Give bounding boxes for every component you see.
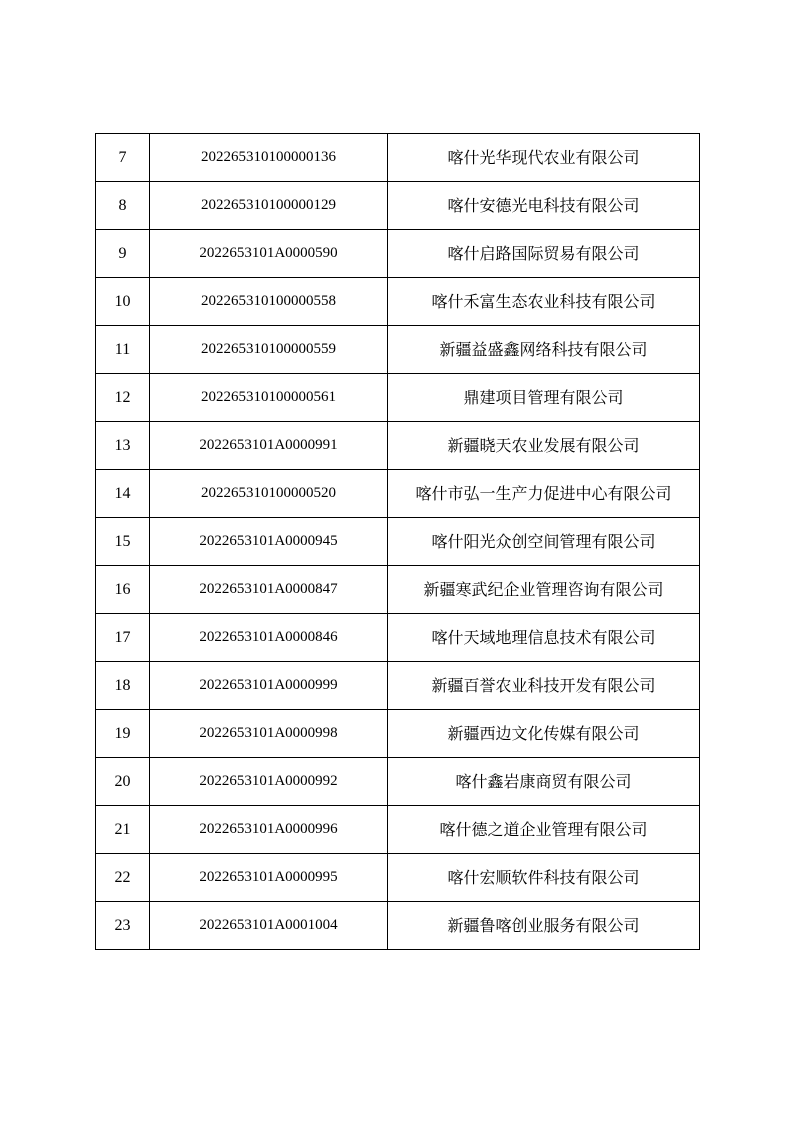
row-number: 22: [96, 854, 150, 902]
table-row: [96, 326, 700, 374]
company-name: 喀什宏顺软件科技有限公司: [388, 854, 700, 902]
row-number: 17: [96, 614, 150, 662]
row-number: 19: [96, 710, 150, 758]
registration-code: 2022653101A0000847: [150, 566, 388, 614]
company-name: 新疆百誉农业科技开发有限公司: [388, 662, 700, 710]
registration-code: 2022653101A0000991: [150, 422, 388, 470]
table-row: [96, 278, 700, 326]
company-name: 喀什德之道企业管理有限公司: [388, 806, 700, 854]
row-number: 20: [96, 758, 150, 806]
row-number: 21: [96, 806, 150, 854]
registration-code: 202265310100000558: [150, 278, 388, 326]
table-row: [96, 182, 700, 230]
row-number: 8: [96, 182, 150, 230]
company-name: 鼎建项目管理有限公司: [388, 374, 700, 422]
table-row: [96, 470, 700, 518]
company-name: 喀什禾富生态农业科技有限公司: [388, 278, 700, 326]
row-number: 10: [96, 278, 150, 326]
registration-code: 2022653101A0000945: [150, 518, 388, 566]
table-row: [96, 230, 700, 278]
row-number: 18: [96, 662, 150, 710]
registration-code: 2022653101A0000998: [150, 710, 388, 758]
company-name: 喀什光华现代农业有限公司: [388, 134, 700, 182]
row-number: 15: [96, 518, 150, 566]
table-row: [96, 422, 700, 470]
table-row: [96, 710, 700, 758]
registration-code: 202265310100000136: [150, 134, 388, 182]
row-number: 14: [96, 470, 150, 518]
company-name: 新疆寒武纪企业管理咨询有限公司: [388, 566, 700, 614]
company-name: 喀什天域地理信息技术有限公司: [388, 614, 700, 662]
table-row: [96, 902, 700, 950]
table-row: [96, 374, 700, 422]
registration-code: 2022653101A0000999: [150, 662, 388, 710]
table-body: [96, 134, 700, 950]
company-name: 喀什市弘一生产力促进中心有限公司: [388, 470, 700, 518]
table-row: [96, 518, 700, 566]
table-row: [96, 662, 700, 710]
registration-code: 2022653101A0000846: [150, 614, 388, 662]
company-name: 喀什安德光电科技有限公司: [388, 182, 700, 230]
row-number: 11: [96, 326, 150, 374]
registration-code: 202265310100000561: [150, 374, 388, 422]
company-name: 新疆晓天农业发展有限公司: [388, 422, 700, 470]
registration-code: 2022653101A0000996: [150, 806, 388, 854]
table-row: [96, 758, 700, 806]
company-name: 新疆鲁喀创业服务有限公司: [388, 902, 700, 950]
registration-code: 2022653101A0000590: [150, 230, 388, 278]
row-number: 12: [96, 374, 150, 422]
table-row: [96, 134, 700, 182]
company-list-table: [95, 133, 700, 950]
registration-code: 2022653101A0000995: [150, 854, 388, 902]
registration-code: 2022653101A0001004: [150, 902, 388, 950]
company-name: 喀什阳光众创空间管理有限公司: [388, 518, 700, 566]
registration-code: 202265310100000559: [150, 326, 388, 374]
row-number: 13: [96, 422, 150, 470]
table-row: [96, 854, 700, 902]
row-number: 16: [96, 566, 150, 614]
row-number: 7: [96, 134, 150, 182]
company-name: 喀什鑫岩康商贸有限公司: [388, 758, 700, 806]
registration-code: 202265310100000129: [150, 182, 388, 230]
registration-code: 2022653101A0000992: [150, 758, 388, 806]
registration-code: 202265310100000520: [150, 470, 388, 518]
table-row: [96, 566, 700, 614]
company-name: 新疆西边文化传媒有限公司: [388, 710, 700, 758]
table-row: [96, 614, 700, 662]
company-name: 新疆益盛鑫网络科技有限公司: [388, 326, 700, 374]
row-number: 23: [96, 902, 150, 950]
row-number: 9: [96, 230, 150, 278]
company-name: 喀什启路国际贸易有限公司: [388, 230, 700, 278]
table-row: [96, 806, 700, 854]
